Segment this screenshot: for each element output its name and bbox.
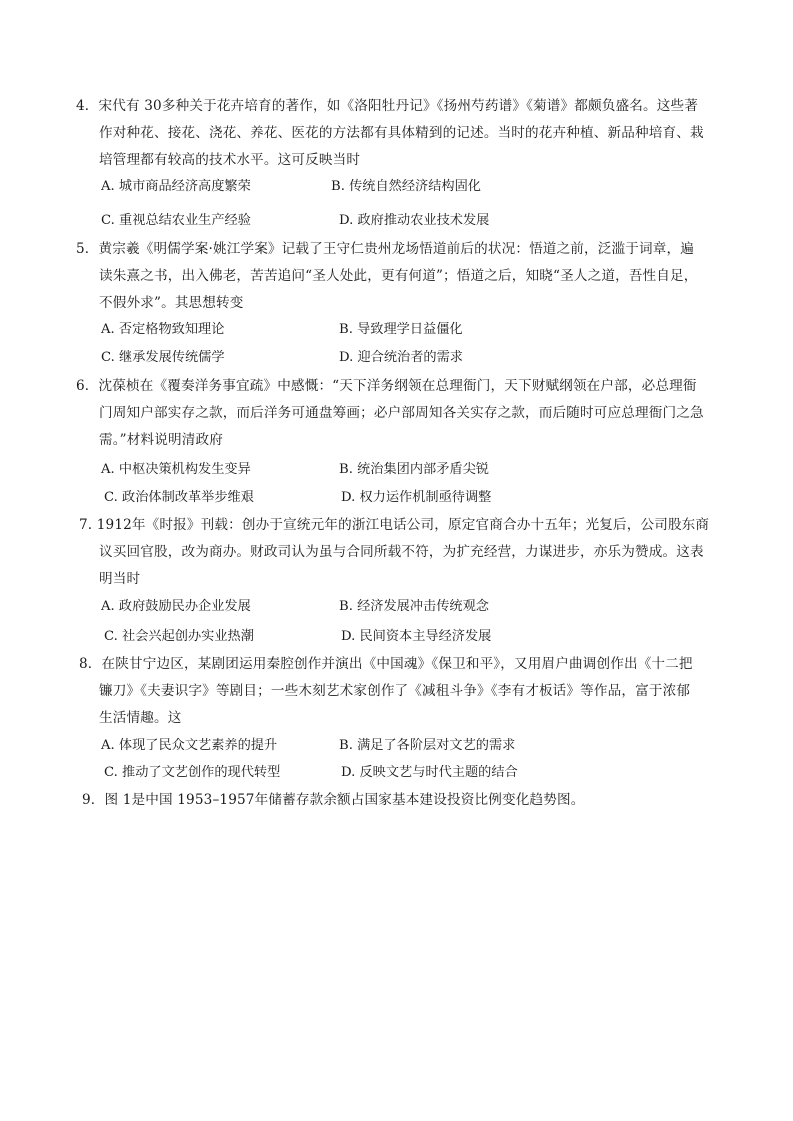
question-5-option-c[interactable]: C. 继承发展传统儒学 (101, 350, 225, 365)
question-7-option-d[interactable]: D. 民间资本主导经济发展 (341, 629, 492, 644)
question-5-option-b[interactable]: B. 导致理学日益僵化 (339, 322, 463, 337)
question-8-line-1: 8．在陕甘宁边区，某剧团运用秦腔创作并演出《中国魂》《保卫和平》，又用眉户曲调创作出《十二把 (79, 656, 693, 672)
question-5-option-a[interactable]: A. 否定格物致知理论 (101, 322, 225, 337)
question-6-option-d[interactable]: D. 权力运作机制亟待调整 (341, 490, 492, 505)
question-8-line-3: 生活情趣。这 (99, 710, 182, 726)
question-6-option-c[interactable]: C. 政治体制改革举步维艰 (104, 490, 254, 505)
question-4-option-d[interactable]: D. 政府推动农业技术发展 (339, 213, 490, 228)
question-5-option-d[interactable]: D. 迎合统治者的需求 (339, 350, 463, 365)
question-8-option-d[interactable]: D. 反映文艺与时代主题的结合 (341, 765, 518, 780)
question-8-option-c[interactable]: C. 推动了文艺创作的现代转型 (104, 765, 281, 780)
question-7-line-2: 议买回官股，改为商办。财政司认为虽与合同所载不符，为扩充经营，力谋进步，亦乐为赞成。这表 (99, 544, 704, 560)
question-5-line-3: 不假外求”。其思想转变 (99, 295, 244, 311)
question-4-line-3: 培管理都有较高的技术水平。这可反映当时 (99, 152, 361, 168)
question-4-line-2: 作对种花、接花、浇花、养花、医花的方法都有具体精到的记述。当时的花卉种植、新品种培育、栽 (99, 125, 704, 141)
question-8-option-b[interactable]: B. 满足了各阶层对文艺的需求 (339, 738, 516, 753)
question-6-option-a[interactable]: A. 中枢决策机构发生变异 (101, 462, 251, 477)
question-4-option-a[interactable]: A. 城市商品经济高度繁荣 (101, 179, 251, 194)
question-9-line-1: 9．图 1是中国 1953–1957年储蓄存款余额占国家基本建设投资比例变化趋势图。 (82, 792, 585, 808)
question-6-line-2: 门周知户部实存之款，而后洋务可通盘筹画；必户部周知各关实存之款，而后随时可应总理衙门之急 (99, 405, 704, 421)
question-5-line-2: 读朱熹之书，出入佛老，苦苦追问“圣人处此，更有何道”；悟道之后，知晓“圣人之道，吾性自足， (99, 268, 698, 284)
question-6-option-b[interactable]: B. 统治集团内部矛盾尖锐 (339, 462, 489, 477)
question-4-line-1: 4．宋代有 30多种关于花卉培育的著作，如《洛阳牡丹记》《扬州芍药谱》《菊谱》都颇负盛名。这些著 (76, 98, 698, 114)
question-8-option-a[interactable]: A. 体现了民众文艺素养的提升 (101, 738, 278, 753)
question-4-option-b[interactable]: B. 传统自然经济结构固化 (331, 179, 481, 194)
question-7-option-a[interactable]: A. 政府鼓励民办企业发展 (101, 599, 251, 614)
question-6-line-1: 6．沈葆桢在《覆奏洋务事宜疏》中感慨：“天下洋务纲领在总理衙门，天下财赋纲领在户部，必总理衙 (76, 378, 697, 394)
question-5-line-1: 5．黄宗羲《明儒学案·姚江学案》记载了王守仁贵州龙场悟道前后的状况：悟道之前，泛滥于词章，遍 (76, 241, 694, 257)
question-8-line-2: 镰刀》《夫妻识字》等剧目；一些木刻艺术家创作了《减租斗争》《李有才板话》等作品，富于浓郁 (99, 683, 691, 699)
question-7-option-c[interactable]: C. 社会兴起创办实业热潮 (104, 629, 254, 644)
question-7-option-b[interactable]: B. 经济发展冲击传统观念 (339, 599, 489, 614)
question-4-option-c[interactable]: C. 重视总结农业生产经验 (101, 213, 251, 228)
question-6-line-3: 需。”材料说明清政府 (99, 432, 223, 448)
question-7-line-1: 7. 1912年《时报》刊载：创办于宣统元年的浙江电话公司，原定官商合办十五年；光复后，公司股东商 (79, 517, 710, 533)
question-7-line-3: 明当时 (99, 571, 141, 587)
